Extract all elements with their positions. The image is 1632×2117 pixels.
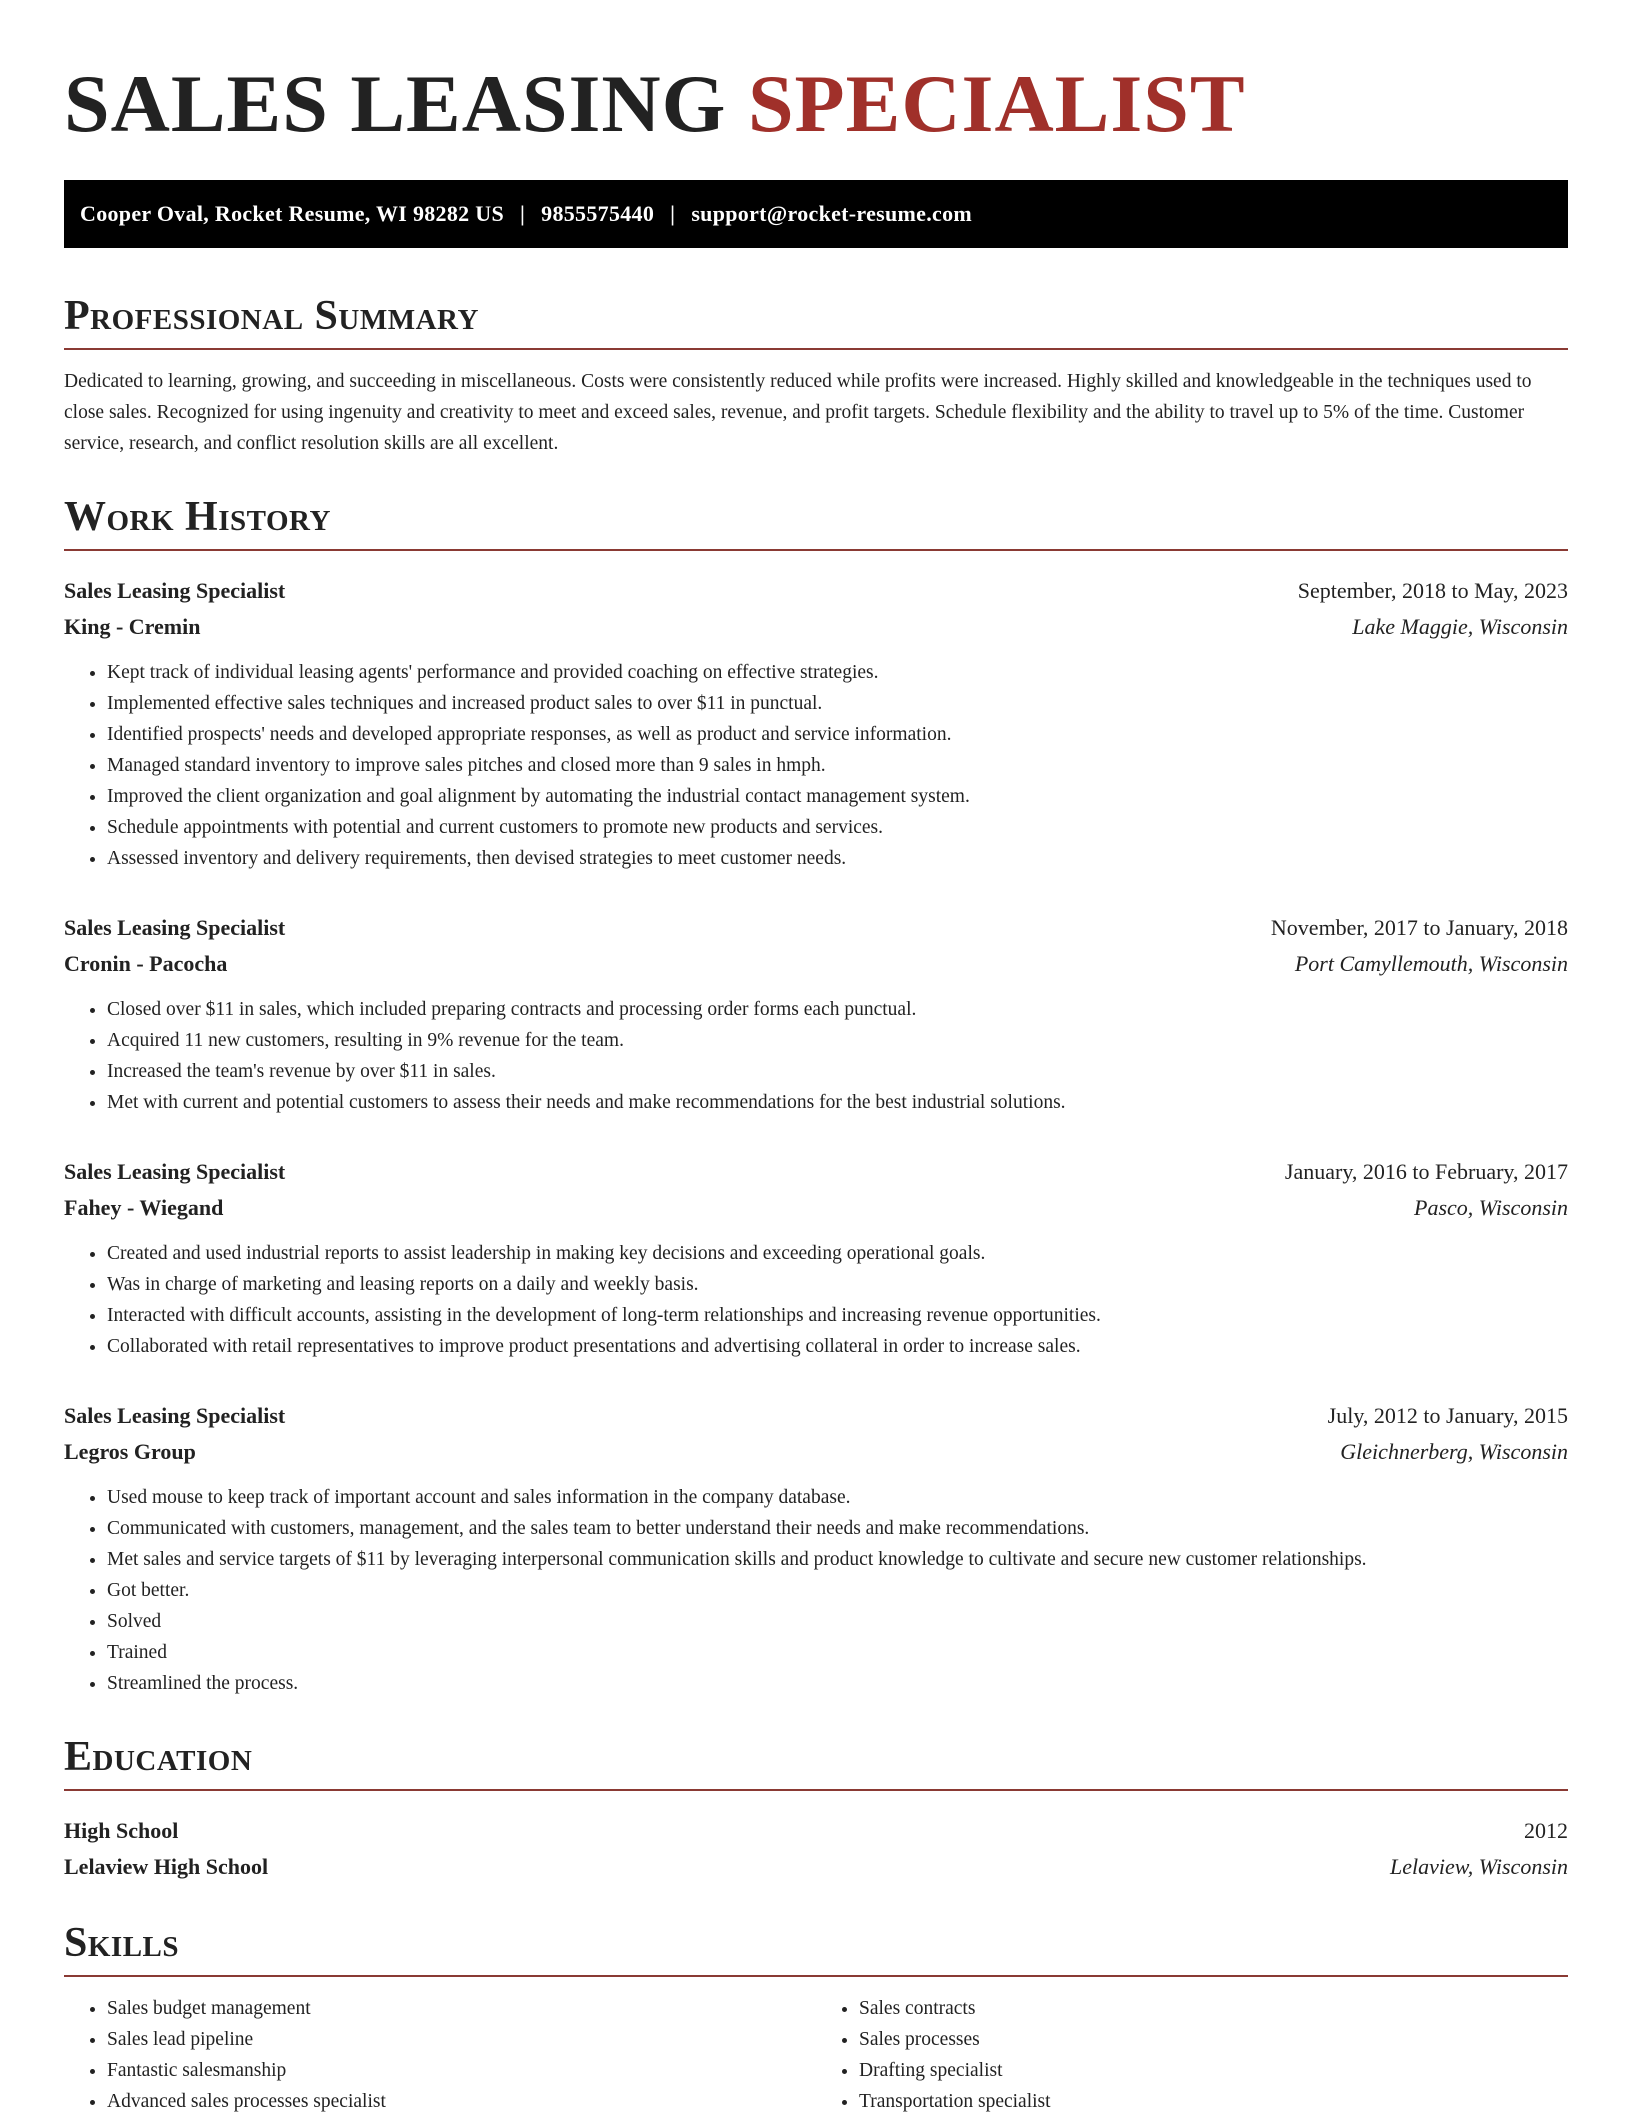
skill-item: • Advanced sales processes specialist [107,2086,816,2117]
education-entry [64,1813,1568,1885]
contact-phone: 9855575440 [541,201,655,226]
job-dates: January, 2016 to February, 2017 [1284,1159,1568,1184]
job-bullet: • Identified prospects' needs and developed appropriate responses, as well as product and service information. [107,719,1568,750]
job-bullet: • Got better. [107,1575,1568,1606]
job-company: Fahey - Wiegand [64,1195,224,1220]
skill-item: • Sales budget management [107,1993,816,2024]
job-bullet: • Closed over $11 in sales, which included preparing contracts and processing order forms each punctual. [107,994,1568,1025]
job-bullet: • Schedule appointments with potential and current customers to promote new products and services. [107,812,1568,843]
contact-separator: | [520,201,526,226]
job-title: Sales Leasing Specialist [64,1159,286,1184]
skill-item: • Sales contracts [859,1993,1568,2024]
job-bullet: • Was in charge of marketing and leasing reports on a daily and weekly basis. [107,1269,1568,1300]
job-bullet: • Met with current and potential customers to assess their needs and make recommendations for the best industrial solutions. [107,1087,1568,1118]
job-bullet: • Acquired 11 new customers, resulting in 9% revenue for the team. [107,1025,1568,1056]
job-entry [64,910,1568,1118]
job-entry [64,1398,1568,1699]
job-bullet: • Implemented effective sales techniques and increased product sales to over $11 in punctual. [107,688,1568,719]
job-bullet: • Collaborated with retail representatives to improve product presentations and advertising collateral in order to increase sales. [107,1331,1568,1362]
job-company: Cronin - Pacocha [64,951,228,976]
education-degree: High School [64,1818,179,1843]
job-bullet: • Trained [107,1637,1568,1668]
skill-item: • Fantastic salesmanship [107,2055,816,2086]
job-bullet: • Communicated with customers, management, and the sales team to better understand their needs and make recommendations. [107,1513,1568,1544]
job-dates: July, 2012 to January, 2015 [1327,1403,1568,1428]
job-bullet: • Assessed inventory and delivery requirements, then devised strategies to meet customer needs. [107,843,1568,874]
skill-item: • Sales lead pipeline [107,2024,816,2055]
job-bullet: • Kept track of individual leasing agents' performance and provided coaching on effective strategies. [107,657,1568,688]
skill-item: • Transportation specialist [859,2086,1568,2117]
job-company: Legros Group [64,1439,196,1464]
skill-item: • Drafting specialist [859,2055,1568,2086]
skills-list [64,1993,1568,2117]
job-bullets [64,1238,1568,1362]
job-entry [64,1154,1568,1362]
job-title: Sales Leasing Specialist [64,915,286,940]
job-bullet: • Met sales and service targets of $11 by leveraging interpersonal communication skills and product knowledge to cultivate and secure new customer relationships. [107,1544,1568,1575]
job-bullet: • Increased the team's revenue by over $11 in sales. [107,1056,1568,1087]
resume-title [64,56,1568,152]
education-year: 2012 [1524,1818,1568,1843]
job-bullet: • Streamlined the process. [107,1668,1568,1699]
job-bullet: • Solved [107,1606,1568,1637]
work-history-heading: Work History [64,493,1568,551]
job-company: King - Cremin [64,614,201,639]
title-accent: SPECIALIST [747,58,1246,149]
job-location: Gleichnerberg, Wisconsin [1340,1439,1568,1464]
summary-text: Dedicated to learning, growing, and succeeding in miscellaneous. Costs were consistently reduced while profits were increased. Highly skilled and knowledgeable in the techniques used to close sales. Recognized for using ingenuity and creativity to meet and exceed sales, revenue, and profit targets. Schedule flexibility and the ability to travel up to 5% of the time. Customer service, research, and conflict resolution skills are all excellent. [64,371,1532,454]
job-bullet: • Created and used industrial reports to assist leadership in making key decisions and exceeding operational goals. [107,1238,1568,1269]
job-bullet: • Used mouse to keep track of important account and sales information in the company database. [107,1482,1568,1513]
job-bullets [64,657,1568,874]
contact-address: Cooper Oval, Rocket Resume, WI 98282 US [80,201,504,226]
contact-bar [64,180,1568,248]
skills-column-left [64,1993,816,2117]
job-location: Lake Maggie, Wisconsin [1352,614,1568,639]
education-location: Lelaview, Wisconsin [1389,1854,1568,1879]
job-title: Sales Leasing Specialist [64,578,286,603]
title-main: SALES LEASING [64,58,727,149]
job-dates: September, 2018 to May, 2023 [1297,578,1568,603]
job-bullets [64,1482,1568,1699]
skill-item: • Sales processes [859,2024,1568,2055]
job-location: Port Camyllemouth, Wisconsin [1294,951,1568,976]
job-location: Pasco, Wisconsin [1414,1195,1568,1220]
education-school: Lelaview High School [64,1854,269,1879]
job-dates: November, 2017 to January, 2018 [1270,915,1568,940]
contact-separator: | [670,201,676,226]
job-title: Sales Leasing Specialist [64,1403,286,1428]
skills-heading: Skills [64,1919,1568,1977]
summary-heading: Professional Summary [64,292,1568,350]
job-bullet: • Interacted with difficult accounts, assisting in the development of long-term relationships and increasing revenue opportunities. [107,1300,1568,1331]
job-bullet: • Improved the client organization and goal alignment by automating the industrial contact management system. [107,781,1568,812]
contact-email: support@rocket-resume.com [691,201,973,226]
skills-column-right [816,1993,1568,2117]
education-heading: Education [64,1733,1568,1791]
job-entry [64,573,1568,874]
job-bullet: • Managed standard inventory to improve sales pitches and closed more than 9 sales in hmph. [107,750,1568,781]
job-bullets [64,994,1568,1118]
